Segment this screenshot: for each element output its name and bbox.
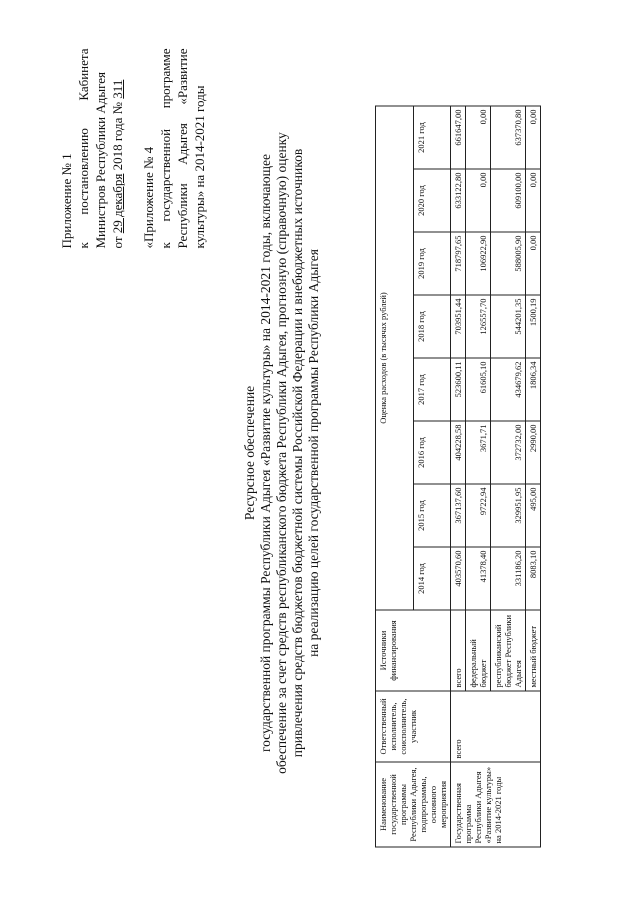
appendix4-header [140,48,208,248]
header-responsible: Ответственный исполнитель, соисполнитель, участник [376,691,451,762]
value-cell: 703951,44 [451,295,466,358]
value-cell: 3671,71 [466,421,491,484]
value-cell: 41378,40 [466,547,491,610]
appendix4-line1: «Приложение № 4 [141,146,156,248]
value-cell: 0,00 [526,106,541,169]
header-name: Наименование государственной программы Республики Адыгея, подпрограммы, основного мероприятия [376,762,451,847]
value-cell: 0,00 [526,169,541,232]
year-header: 2020 год [413,169,451,232]
appendix1-mid: 2018 года № [110,98,125,174]
appendix1-number: 311 [110,79,125,99]
value-cell: 434679,62 [491,358,526,421]
year-header: 2019 год [413,232,451,295]
value-cell: 9722,94 [466,484,491,547]
appendix1-date: 29 декабря [110,173,125,233]
value-cell: 523600,11 [451,358,466,421]
header-estimate: Оценка расходов (в тысячах рублей) [376,106,414,610]
year-header: 2015 год [413,484,451,547]
responsible-cell: всего [451,691,541,762]
source-cell: местный бюджет [526,610,541,691]
value-cell: 609100,00 [491,169,526,232]
appendix-block [58,48,222,248]
header-source: Источники финансирования [376,610,451,691]
value-cell: 495,00 [526,484,541,547]
appendix1-line2: к постановлению Кабинета Министров Республики Адыгея [76,48,108,248]
value-cell: 8083,10 [526,547,541,610]
program-name-cell: Государственная программа Республики Адыгея «Развитие культуры» на 2014-2021 годы [451,762,541,847]
document-page [20,30,620,875]
appendix1-header [58,48,126,248]
year-header: 2018 год [413,295,451,358]
value-cell: 588005,90 [491,232,526,295]
value-cell: 126557,70 [466,295,491,358]
value-cell: 372732,00 [491,421,526,484]
value-cell: 637370,80 [491,106,526,169]
title-line: обеспечение за счет средств республиканского бюджета Республики Адыгея, прогнозную (справочную) оценку [274,131,289,774]
year-header: 2014 год [413,547,451,610]
source-cell: всего [451,610,466,691]
value-cell: 61605,10 [466,358,491,421]
year-header: 2017 год [413,358,451,421]
value-cell: 329951,95 [491,484,526,547]
value-cell: 403570,60 [451,547,466,610]
resource-table [375,105,541,847]
title-line: Ресурсное обеспечение [242,385,257,520]
value-cell: 1500,19 [526,295,541,358]
appendix1-line1: Приложение № 1 [59,152,74,248]
value-cell: 106922,90 [466,232,491,295]
appendix4-line2: к государственной программе Республики Адыгея «Развитие культуры» на 2014-2021 годы [158,48,207,248]
value-cell: 633122,80 [451,169,466,232]
value-cell: 404228,58 [451,421,466,484]
value-cell: 331186,20 [491,547,526,610]
title-line: на реализацию целей государственной программы Республики Адыгея [306,248,321,657]
value-cell: 0,00 [466,106,491,169]
value-cell: 661647,00 [451,106,466,169]
value-cell: 718797,65 [451,232,466,295]
table-row [451,106,466,847]
appendix1-prefix: от [110,232,125,248]
value-cell: 1806,34 [526,358,541,421]
value-cell: 367137,60 [451,484,466,547]
title-line: привлечения средств бюджетов бюджетной системы Российской Федерации и внебюджетных источников [290,148,305,757]
source-cell: федеральный бюджет [466,610,491,691]
year-header: 2016 год [413,421,451,484]
rotated-document [20,30,620,875]
source-cell: республиканский бюджет Республики Адыгея [491,610,526,691]
title-line: государственной программы Республики Адыгея «Развитие культуры» на 2014-2021 годы, включающее [258,153,273,752]
value-cell: 2990,00 [526,421,541,484]
year-header: 2021 год [413,106,451,169]
value-cell: 0,00 [466,169,491,232]
document-title [242,60,322,845]
value-cell: 0,00 [526,232,541,295]
value-cell: 544201,35 [491,295,526,358]
